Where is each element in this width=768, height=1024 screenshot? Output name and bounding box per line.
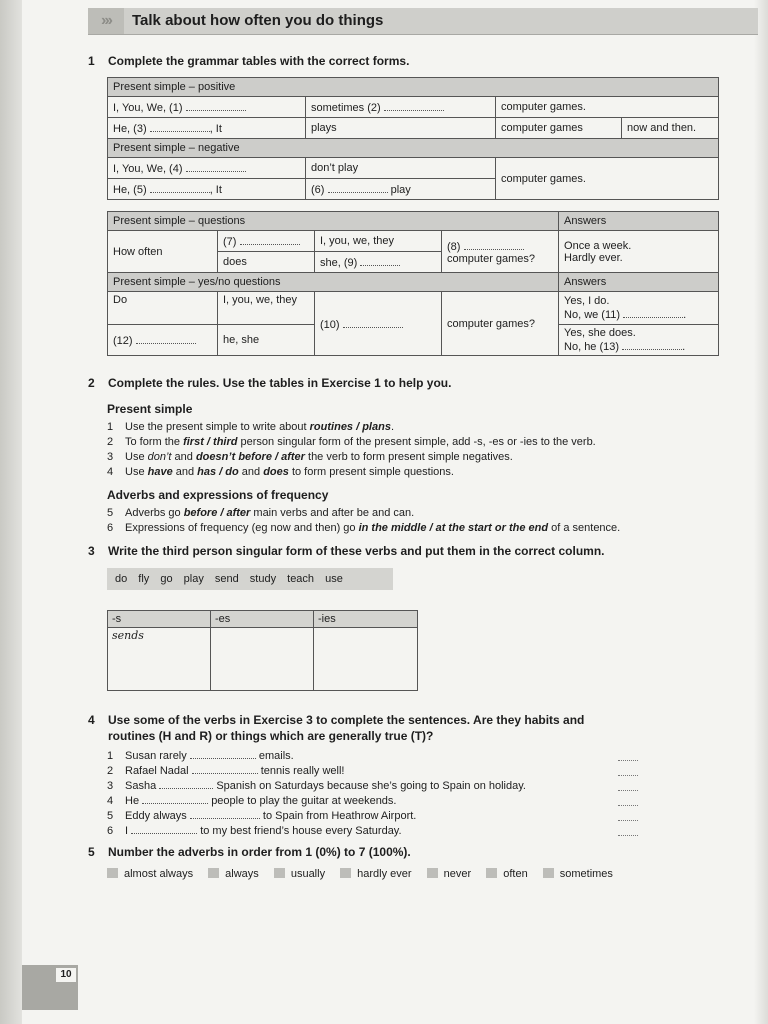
exercise-number: 4 (88, 713, 95, 727)
answer-line[interactable] (618, 782, 638, 791)
sentence-number: 2 (107, 765, 114, 777)
sentence-item (107, 823, 402, 837)
table-cell: How often (108, 231, 218, 273)
number-box[interactable] (107, 868, 118, 878)
sentence-number: 1 (107, 750, 114, 762)
gap-13-blank[interactable] (622, 339, 682, 350)
table-cell (108, 158, 306, 179)
sentence-text: Sasha (125, 780, 157, 792)
table-cell (218, 231, 315, 252)
cell-text: Yes, I do. (564, 295, 610, 307)
sentence-text: tennis really well! (260, 765, 345, 777)
adverb-item (543, 868, 613, 880)
sentence-text: He (125, 795, 140, 807)
cell-text: He, (5) (113, 184, 147, 196)
answer-line[interactable] (618, 812, 638, 821)
sentence-number: 5 (107, 810, 114, 822)
answer-line[interactable] (618, 752, 638, 761)
table-cell (306, 179, 496, 200)
subheading-present-simple: Present simple (107, 402, 193, 416)
section-banner (88, 8, 758, 35)
cell-text: No, we (11) (564, 309, 621, 321)
cell-text: , It (209, 123, 222, 135)
rule-choice[interactable]: have (147, 466, 173, 478)
adverb-list (107, 868, 727, 886)
table-cell: now and then. (622, 118, 719, 139)
answer-column-s[interactable] (108, 628, 211, 691)
rule-number: 1 (107, 421, 114, 433)
table-cell: Yes, I do. No, we (11) . (559, 292, 719, 325)
page-edge-shadow (754, 0, 768, 1024)
table-cell: I, you, we, they (218, 292, 315, 325)
cell-text: computer games? (447, 252, 536, 265)
adverb-item (427, 868, 472, 880)
sentence-text: to my best friend’s house every Saturday. (200, 825, 402, 837)
adverb-label: never (443, 868, 472, 880)
gap-4-blank[interactable] (186, 161, 246, 172)
cell-text: (10) (320, 318, 340, 331)
verb-ending-columns-table (107, 610, 418, 691)
table-cell: computer games. (496, 158, 719, 200)
rule-text: of a sentence. (548, 522, 621, 534)
rule-text: Use (125, 451, 148, 463)
rule-text: don’t (147, 451, 172, 463)
rule-choice[interactable]: routines / plans (309, 421, 391, 433)
gap-11-blank[interactable] (623, 307, 683, 318)
grammar-table-positive-negative (107, 77, 719, 200)
sentence-blank[interactable] (159, 778, 213, 789)
exercise-instruction: Write the third person singular form of these verbs and put them in the correct column. (108, 544, 605, 558)
table-cell (442, 231, 559, 273)
adverb-item (340, 868, 411, 880)
rule-item (107, 507, 414, 519)
page-spine (0, 0, 22, 1024)
sentence-text: I (125, 825, 129, 837)
rule-text: Use (125, 466, 148, 478)
sentence-number: 6 (107, 825, 114, 837)
cell-text: , It (209, 184, 222, 196)
sentence-text: Eddy always (125, 810, 187, 822)
gap-3-blank[interactable] (150, 121, 210, 132)
table-cell (559, 231, 719, 273)
cell-text: (8) (447, 240, 461, 253)
gap-1-blank[interactable] (186, 100, 246, 111)
table-header: Answers (559, 273, 719, 292)
sentence-item (107, 778, 526, 792)
sentence-item (107, 793, 396, 807)
table-header: Answers (559, 212, 719, 231)
rule-text: main verbs and after be and can. (250, 507, 415, 519)
gap-2-blank[interactable] (384, 100, 444, 111)
exercise-number: 3 (88, 544, 95, 558)
number-box[interactable] (340, 868, 351, 878)
adverb-label: sometimes (559, 868, 613, 880)
chevron-arrows-icon: ››› (88, 8, 124, 34)
rule-number: 6 (107, 522, 114, 534)
table-header: Present simple – questions (108, 212, 559, 231)
adverb-label: almost always (124, 868, 194, 880)
table-cell (315, 292, 442, 356)
rule-text: and (238, 466, 264, 478)
column-header: -es (211, 611, 314, 628)
cell-text: Hardly ever. (564, 251, 623, 264)
rule-item (107, 466, 454, 478)
rule-text: the verb to form present simple negatives. (304, 451, 513, 463)
column-header: -s (108, 611, 211, 628)
exercise-instruction: Use some of the verbs in Exercise 3 to complete the sentences. Are they habits and (108, 713, 585, 727)
sentence-number: 4 (107, 795, 114, 807)
rule-text: Expressions of frequency (eg now and then) go (125, 522, 359, 534)
table-cell (315, 252, 442, 273)
rule-text: Use the present simple to write about (125, 421, 310, 433)
rule-item (107, 421, 394, 433)
rule-number: 4 (107, 466, 114, 478)
gap-12-blank[interactable] (136, 333, 196, 344)
rule-text: and (172, 466, 198, 478)
adverb-label: hardly ever (357, 868, 412, 880)
gap-9-blank[interactable] (360, 255, 400, 266)
cell-text: Yes, she does. (564, 327, 636, 339)
table-cell: don’t play (306, 158, 496, 179)
number-box[interactable] (208, 868, 219, 878)
number-box[interactable] (486, 868, 497, 878)
table-cell (108, 97, 306, 118)
cell-text: sometimes (2) (311, 102, 381, 114)
sentence-blank[interactable] (142, 793, 208, 804)
rule-text: To form the (125, 436, 184, 448)
adverb-item (208, 868, 259, 880)
sentence-text: Susan rarely (125, 750, 187, 762)
rule-item (107, 522, 620, 534)
rule-choice[interactable]: has / do (197, 466, 239, 478)
sentence-text: Rafael Nadal (125, 765, 189, 777)
grammar-table-questions (107, 211, 719, 356)
sentence-blank[interactable] (131, 823, 197, 834)
page-number: 10 (56, 968, 76, 982)
rule-text: person singular form of the present simple, add -s, -es or -ies to the verb. (237, 436, 596, 448)
adverb-label: always (225, 868, 259, 880)
sentence-blank[interactable] (192, 763, 258, 774)
table-cell: does (218, 252, 315, 273)
rule-number: 3 (107, 451, 114, 463)
table-cell (108, 118, 306, 139)
rule-number: 2 (107, 436, 114, 448)
cell-text: I, You, We, (1) (113, 102, 183, 114)
gap-6-blank[interactable] (328, 182, 388, 193)
cell-text: He, (3) (113, 123, 147, 135)
table-header: Present simple – yes/no questions (108, 273, 559, 292)
sentence-blank[interactable] (190, 808, 260, 819)
rule-number: 5 (107, 507, 114, 519)
sentence-text: to Spain from Heathrow Airport. (262, 810, 417, 822)
exercise-instruction: Complete the rules. Use the tables in Exercise 1 to help you. (108, 376, 452, 390)
table-cell: he, she (218, 325, 315, 356)
table-cell (108, 179, 306, 200)
table-header: Present simple – positive (108, 78, 719, 97)
sentence-item (107, 808, 416, 822)
answer-column-ies[interactable] (314, 628, 418, 691)
rule-choice[interactable]: doesn’t before / after (195, 451, 305, 463)
exercise-number: 5 (88, 845, 95, 859)
rule-item (107, 436, 596, 448)
adverb-item (486, 868, 527, 880)
rule-choice[interactable]: before / after (183, 507, 251, 519)
adverb-label: usually (290, 868, 326, 880)
exercise-instruction: Complete the grammar tables with the correct forms. (108, 54, 410, 68)
rule-text: and (171, 451, 196, 463)
gap-7-blank[interactable] (240, 234, 300, 245)
sentence-text: Spanish on Saturdays because she’s going to Spain on holiday. (216, 780, 526, 792)
gap-8-blank[interactable] (464, 239, 524, 250)
column-header: -ies (314, 611, 418, 628)
cell-text: (6) (311, 184, 325, 196)
table-cell: computer games (496, 118, 622, 139)
rule-choice[interactable]: does (263, 466, 289, 478)
table-cell: I, you, we, they (315, 231, 442, 252)
rule-text: to form present simple questions. (288, 466, 454, 478)
exercise-number: 1 (88, 54, 95, 68)
answer-line[interactable] (618, 767, 638, 776)
sentence-blank[interactable] (190, 748, 256, 759)
answer-column-es[interactable] (211, 628, 314, 691)
cell-text: she, (9) (320, 257, 358, 269)
table-cell: computer games? (442, 292, 559, 356)
verb-word-box: do fly go play send study teach use (107, 568, 393, 590)
cell-text: I, You, We, (4) (113, 163, 183, 175)
cell-text: (7) (223, 236, 237, 248)
answer-line[interactable] (618, 827, 638, 836)
rule-choice[interactable]: in the middle / at the start or the end (358, 522, 549, 534)
cell-text: play (390, 184, 411, 196)
sentence-text: people to play the guitar at weekends. (211, 795, 397, 807)
rule-choice[interactable]: first / third (183, 436, 238, 448)
answer-line[interactable] (618, 797, 638, 806)
rule-text: Adverbs go (125, 507, 184, 519)
sentence-number: 3 (107, 780, 114, 792)
rule-item (107, 451, 513, 463)
table-cell: plays (306, 118, 496, 139)
table-cell (108, 325, 218, 356)
number-box[interactable] (274, 868, 285, 878)
sentence-item (107, 748, 294, 762)
section-title: Talk about how often you do things (132, 12, 384, 29)
handwritten-example: sends (112, 629, 144, 642)
number-box[interactable] (427, 868, 438, 878)
gap-5-blank[interactable] (150, 182, 210, 193)
table-header: Present simple – negative (108, 139, 719, 158)
adverb-label: often (503, 868, 528, 880)
number-box[interactable] (543, 868, 554, 878)
cell-text: No, he (13) (564, 341, 620, 353)
table-cell: computer games. (496, 97, 719, 118)
adverb-item (107, 868, 193, 880)
table-cell: Yes, she does. No, he (13) . (559, 325, 719, 356)
cell-text: Once a week. (564, 239, 632, 252)
table-cell (306, 97, 496, 118)
adverb-item (274, 868, 325, 880)
sentence-item (107, 763, 344, 777)
exercise-number: 2 (88, 376, 95, 390)
gap-10-blank[interactable] (343, 317, 403, 328)
page-number-tab (22, 965, 78, 1010)
sentence-text: emails. (258, 750, 294, 762)
table-cell: Do (108, 292, 218, 325)
exercise-instruction: routines (H and R) or things which are generally true (T)? (108, 729, 434, 743)
exercise-instruction: Number the adverbs in order from 1 (0%) to 7 (100%). (108, 845, 411, 859)
rule-text: . (390, 421, 395, 433)
subheading-adverbs: Adverbs and expressions of frequency (107, 488, 329, 502)
cell-text: (12) (113, 335, 133, 347)
